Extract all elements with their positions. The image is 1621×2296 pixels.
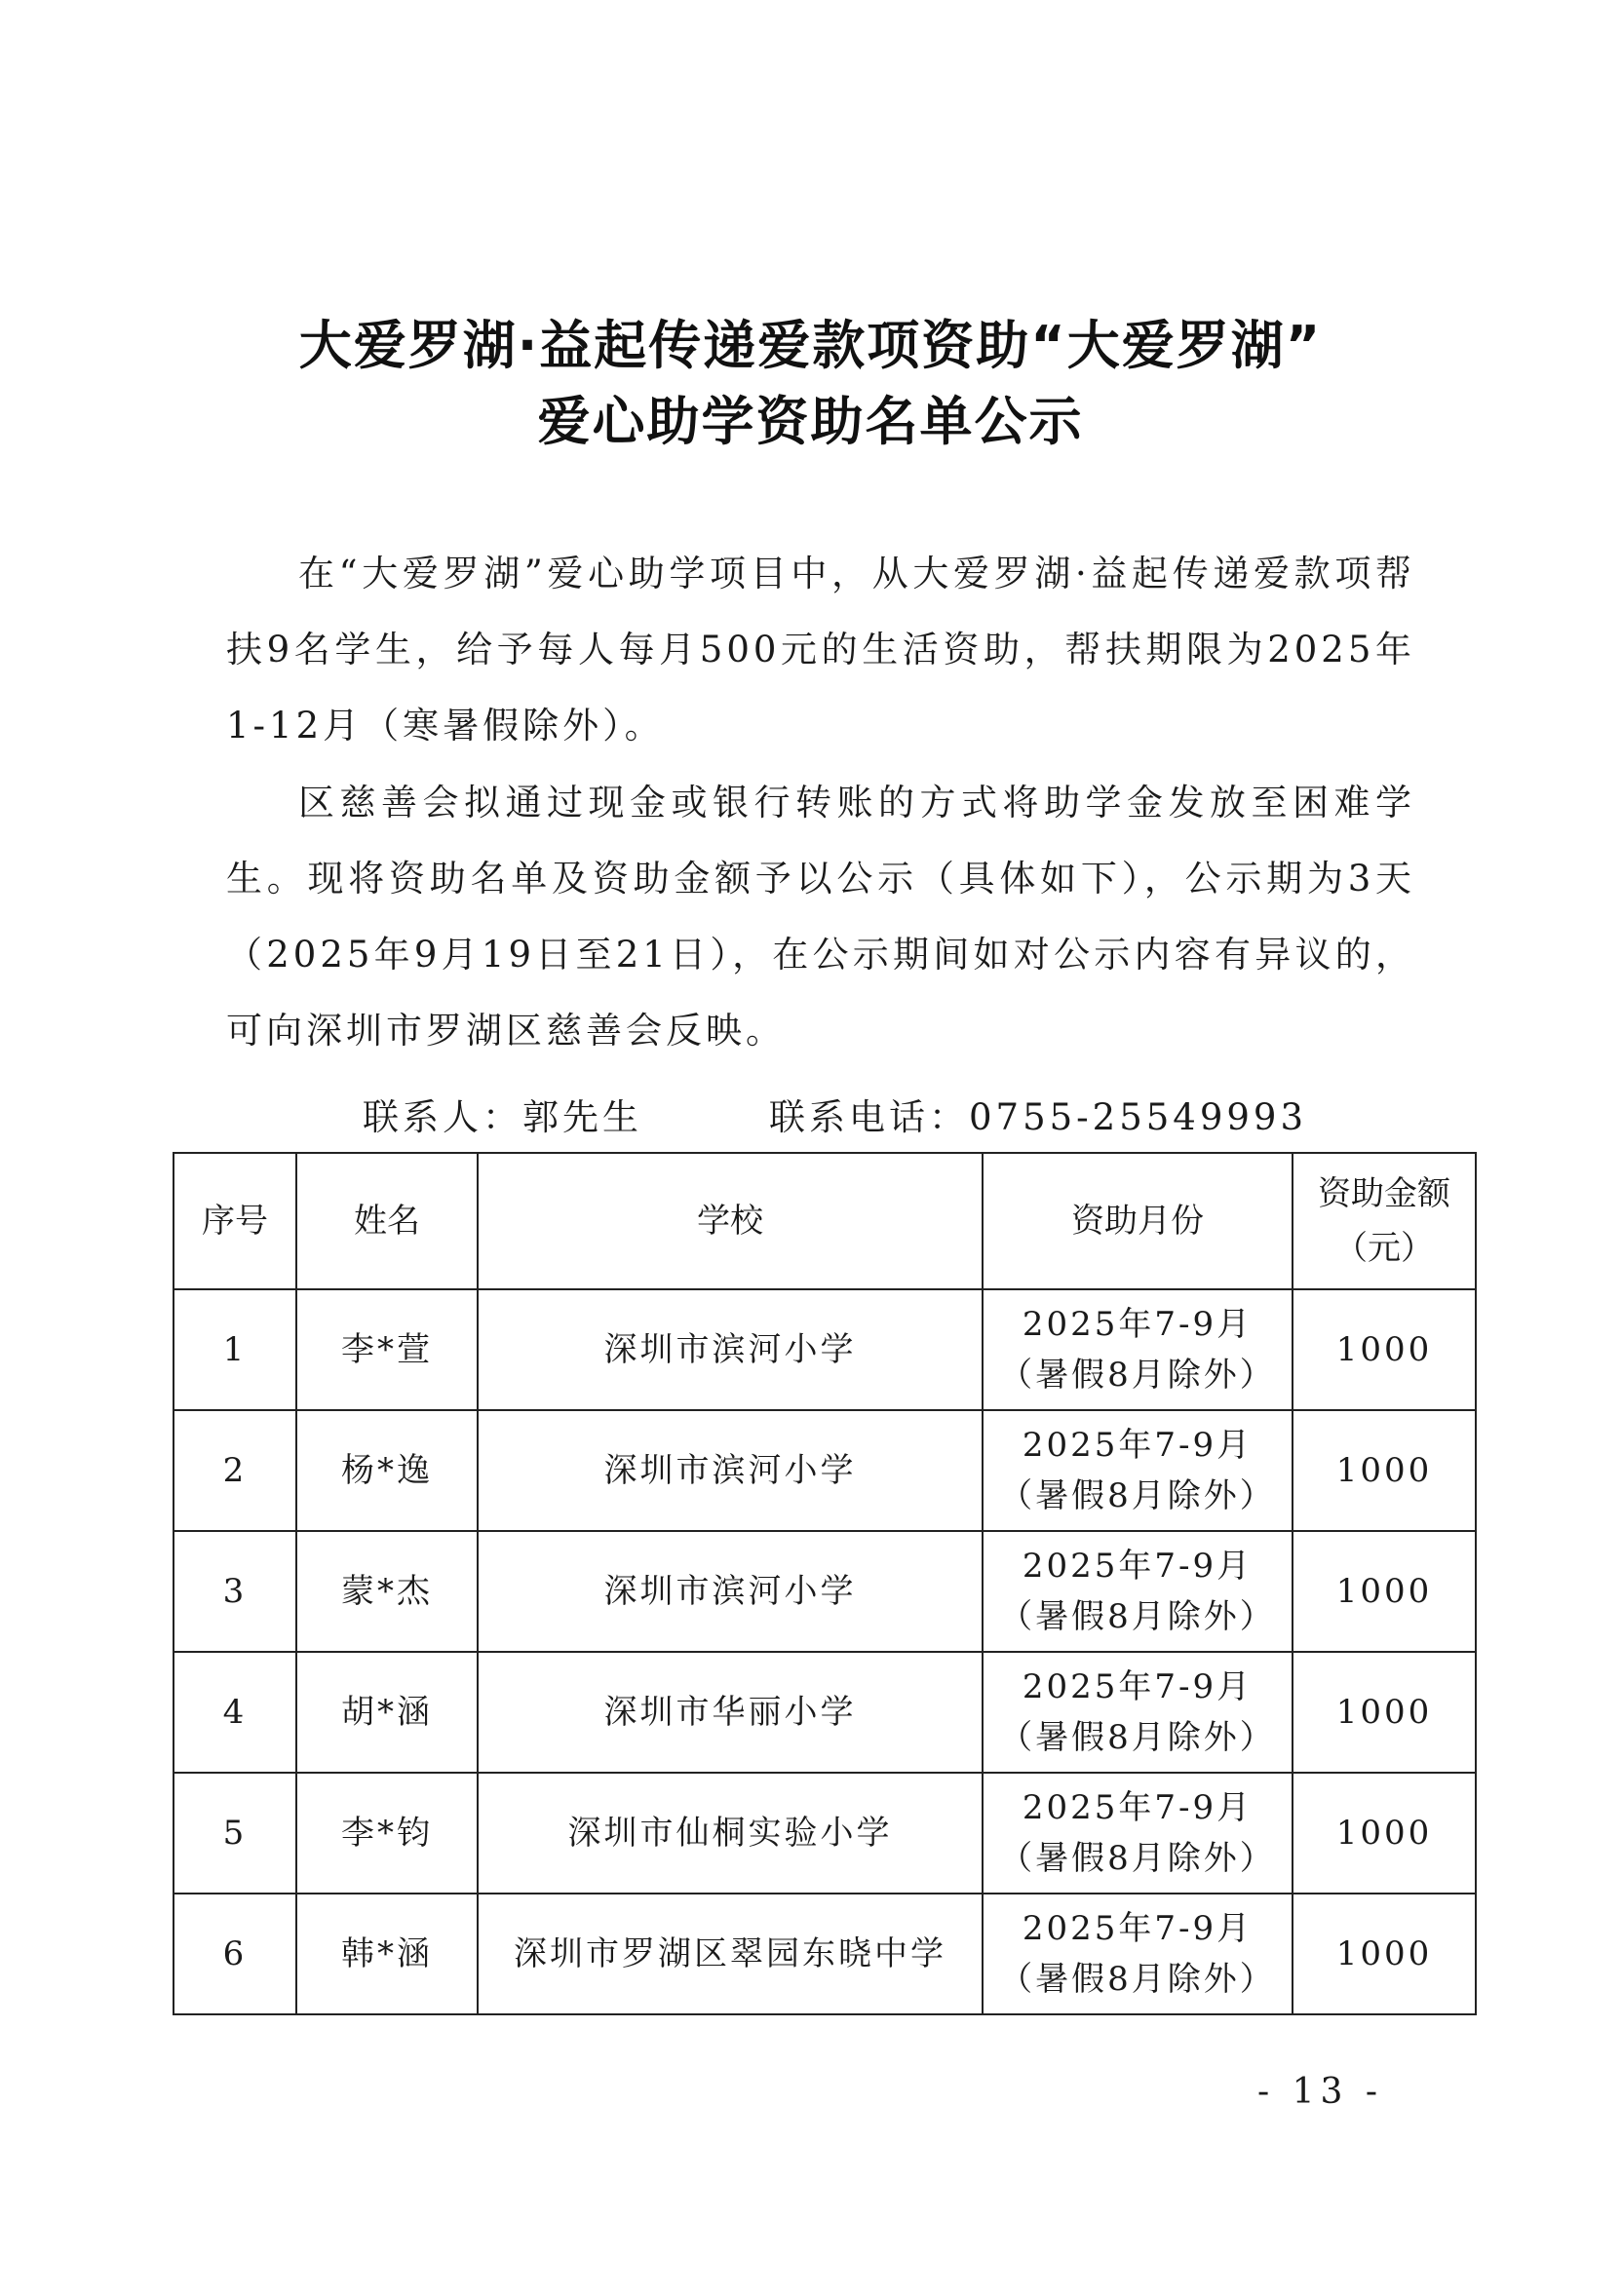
cell-month xyxy=(983,1652,1293,1773)
cell-month-line1: 2025年7-9月 xyxy=(1022,1547,1254,1586)
cell-name: 胡*涵 xyxy=(296,1652,478,1773)
paragraph-project-intro: 在“大爱罗湖”爱心助学项目中，从大爱罗湖·益起传递爱款项帮扶9名学生，给予每人每月500元的生活资助，帮扶期限为2025年1-12月（寒暑假除外）。 xyxy=(226,553,1415,746)
cell-amount: 1000 xyxy=(1293,1531,1476,1652)
document-title-line1: 大爱罗湖·益起传递爱款项资助“大爱罗湖” xyxy=(298,315,1323,376)
cell-no: 3 xyxy=(174,1531,296,1652)
cell-month-line2: （暑假8月除外） xyxy=(999,1476,1276,1515)
cell-name: 李*钧 xyxy=(296,1773,478,1894)
cell-no: 1 xyxy=(174,1289,296,1410)
cell-month xyxy=(983,1773,1293,1894)
cell-month xyxy=(983,1531,1293,1652)
header-name: 姓名 xyxy=(296,1153,478,1289)
cell-amount: 1000 xyxy=(1293,1289,1476,1410)
cell-month xyxy=(983,1289,1293,1410)
cell-amount: 1000 xyxy=(1293,1894,1476,2014)
cell-month-line1: 2025年7-9月 xyxy=(1022,1305,1254,1344)
cell-school: 深圳市滨河小学 xyxy=(478,1531,983,1652)
cell-month-line2: （暑假8月除外） xyxy=(999,1718,1276,1757)
cell-amount: 1000 xyxy=(1293,1410,1476,1531)
cell-name: 蒙*杰 xyxy=(296,1531,478,1652)
contact-line xyxy=(363,1088,1307,1140)
cell-month xyxy=(983,1894,1293,2014)
contact-person: 联系人：郭先生 xyxy=(363,1096,642,1138)
header-amount xyxy=(1293,1153,1476,1289)
cell-amount: 1000 xyxy=(1293,1773,1476,1894)
cell-name: 韩*涵 xyxy=(296,1894,478,2014)
cell-month-line1: 2025年7-9月 xyxy=(1022,1909,1254,1948)
table-row xyxy=(174,1894,1476,2014)
cell-name: 杨*逸 xyxy=(296,1410,478,1531)
cell-month xyxy=(983,1410,1293,1531)
cell-month-line2: （暑假8月除外） xyxy=(999,1839,1276,1878)
cell-month-line2: （暑假8月除外） xyxy=(999,1960,1276,1999)
cell-no: 5 xyxy=(174,1773,296,1894)
document-title-line2: 爱心助学资助名单公示 xyxy=(537,391,1084,452)
table-row xyxy=(174,1652,1476,1773)
cell-month-line1: 2025年7-9月 xyxy=(1022,1788,1254,1827)
cell-school: 深圳市罗湖区翠园东晓中学 xyxy=(478,1894,983,2014)
contact-phone: 联系电话：0755-25549993 xyxy=(769,1096,1307,1138)
page-number: - 13 - xyxy=(1257,2072,1384,2112)
cell-school: 深圳市华丽小学 xyxy=(478,1652,983,1773)
table-row xyxy=(174,1289,1476,1410)
cell-month-line1: 2025年7-9月 xyxy=(1022,1667,1254,1706)
cell-school: 深圳市滨河小学 xyxy=(478,1289,983,1410)
header-amount-line1: 资助金额 xyxy=(1318,1174,1450,1213)
cell-month-line2: （暑假8月除外） xyxy=(999,1597,1276,1636)
table-row xyxy=(174,1531,1476,1652)
header-no: 序号 xyxy=(174,1153,296,1289)
table-row xyxy=(174,1773,1476,1894)
table-row xyxy=(174,1410,1476,1531)
cell-school: 深圳市滨河小学 xyxy=(478,1410,983,1531)
cell-no: 4 xyxy=(174,1652,296,1773)
cell-name: 李*萱 xyxy=(296,1289,478,1410)
cell-month-line2: （暑假8月除外） xyxy=(999,1356,1276,1395)
header-amount-line2: （元） xyxy=(1334,1229,1434,1268)
funding-list-table xyxy=(173,1152,1477,2015)
header-school: 学校 xyxy=(478,1153,983,1289)
paragraph-public-notice: 区慈善会拟通过现金或银行转账的方式将助学金发放至困难学生。现将资助名单及资助金额予以公示（具体如下），公示期为3天（2025年9月19日至21日），在公示期间如对公示内容有异议的，可向深圳市罗湖区慈善会反映。 xyxy=(226,782,1415,1052)
cell-school: 深圳市仙桐实验小学 xyxy=(478,1773,983,1894)
cell-no: 6 xyxy=(174,1894,296,2014)
table-header-row xyxy=(174,1153,1476,1289)
cell-month-line1: 2025年7-9月 xyxy=(1022,1426,1254,1465)
cell-no: 2 xyxy=(174,1410,296,1531)
header-month: 资助月份 xyxy=(983,1153,1293,1289)
cell-amount: 1000 xyxy=(1293,1652,1476,1773)
